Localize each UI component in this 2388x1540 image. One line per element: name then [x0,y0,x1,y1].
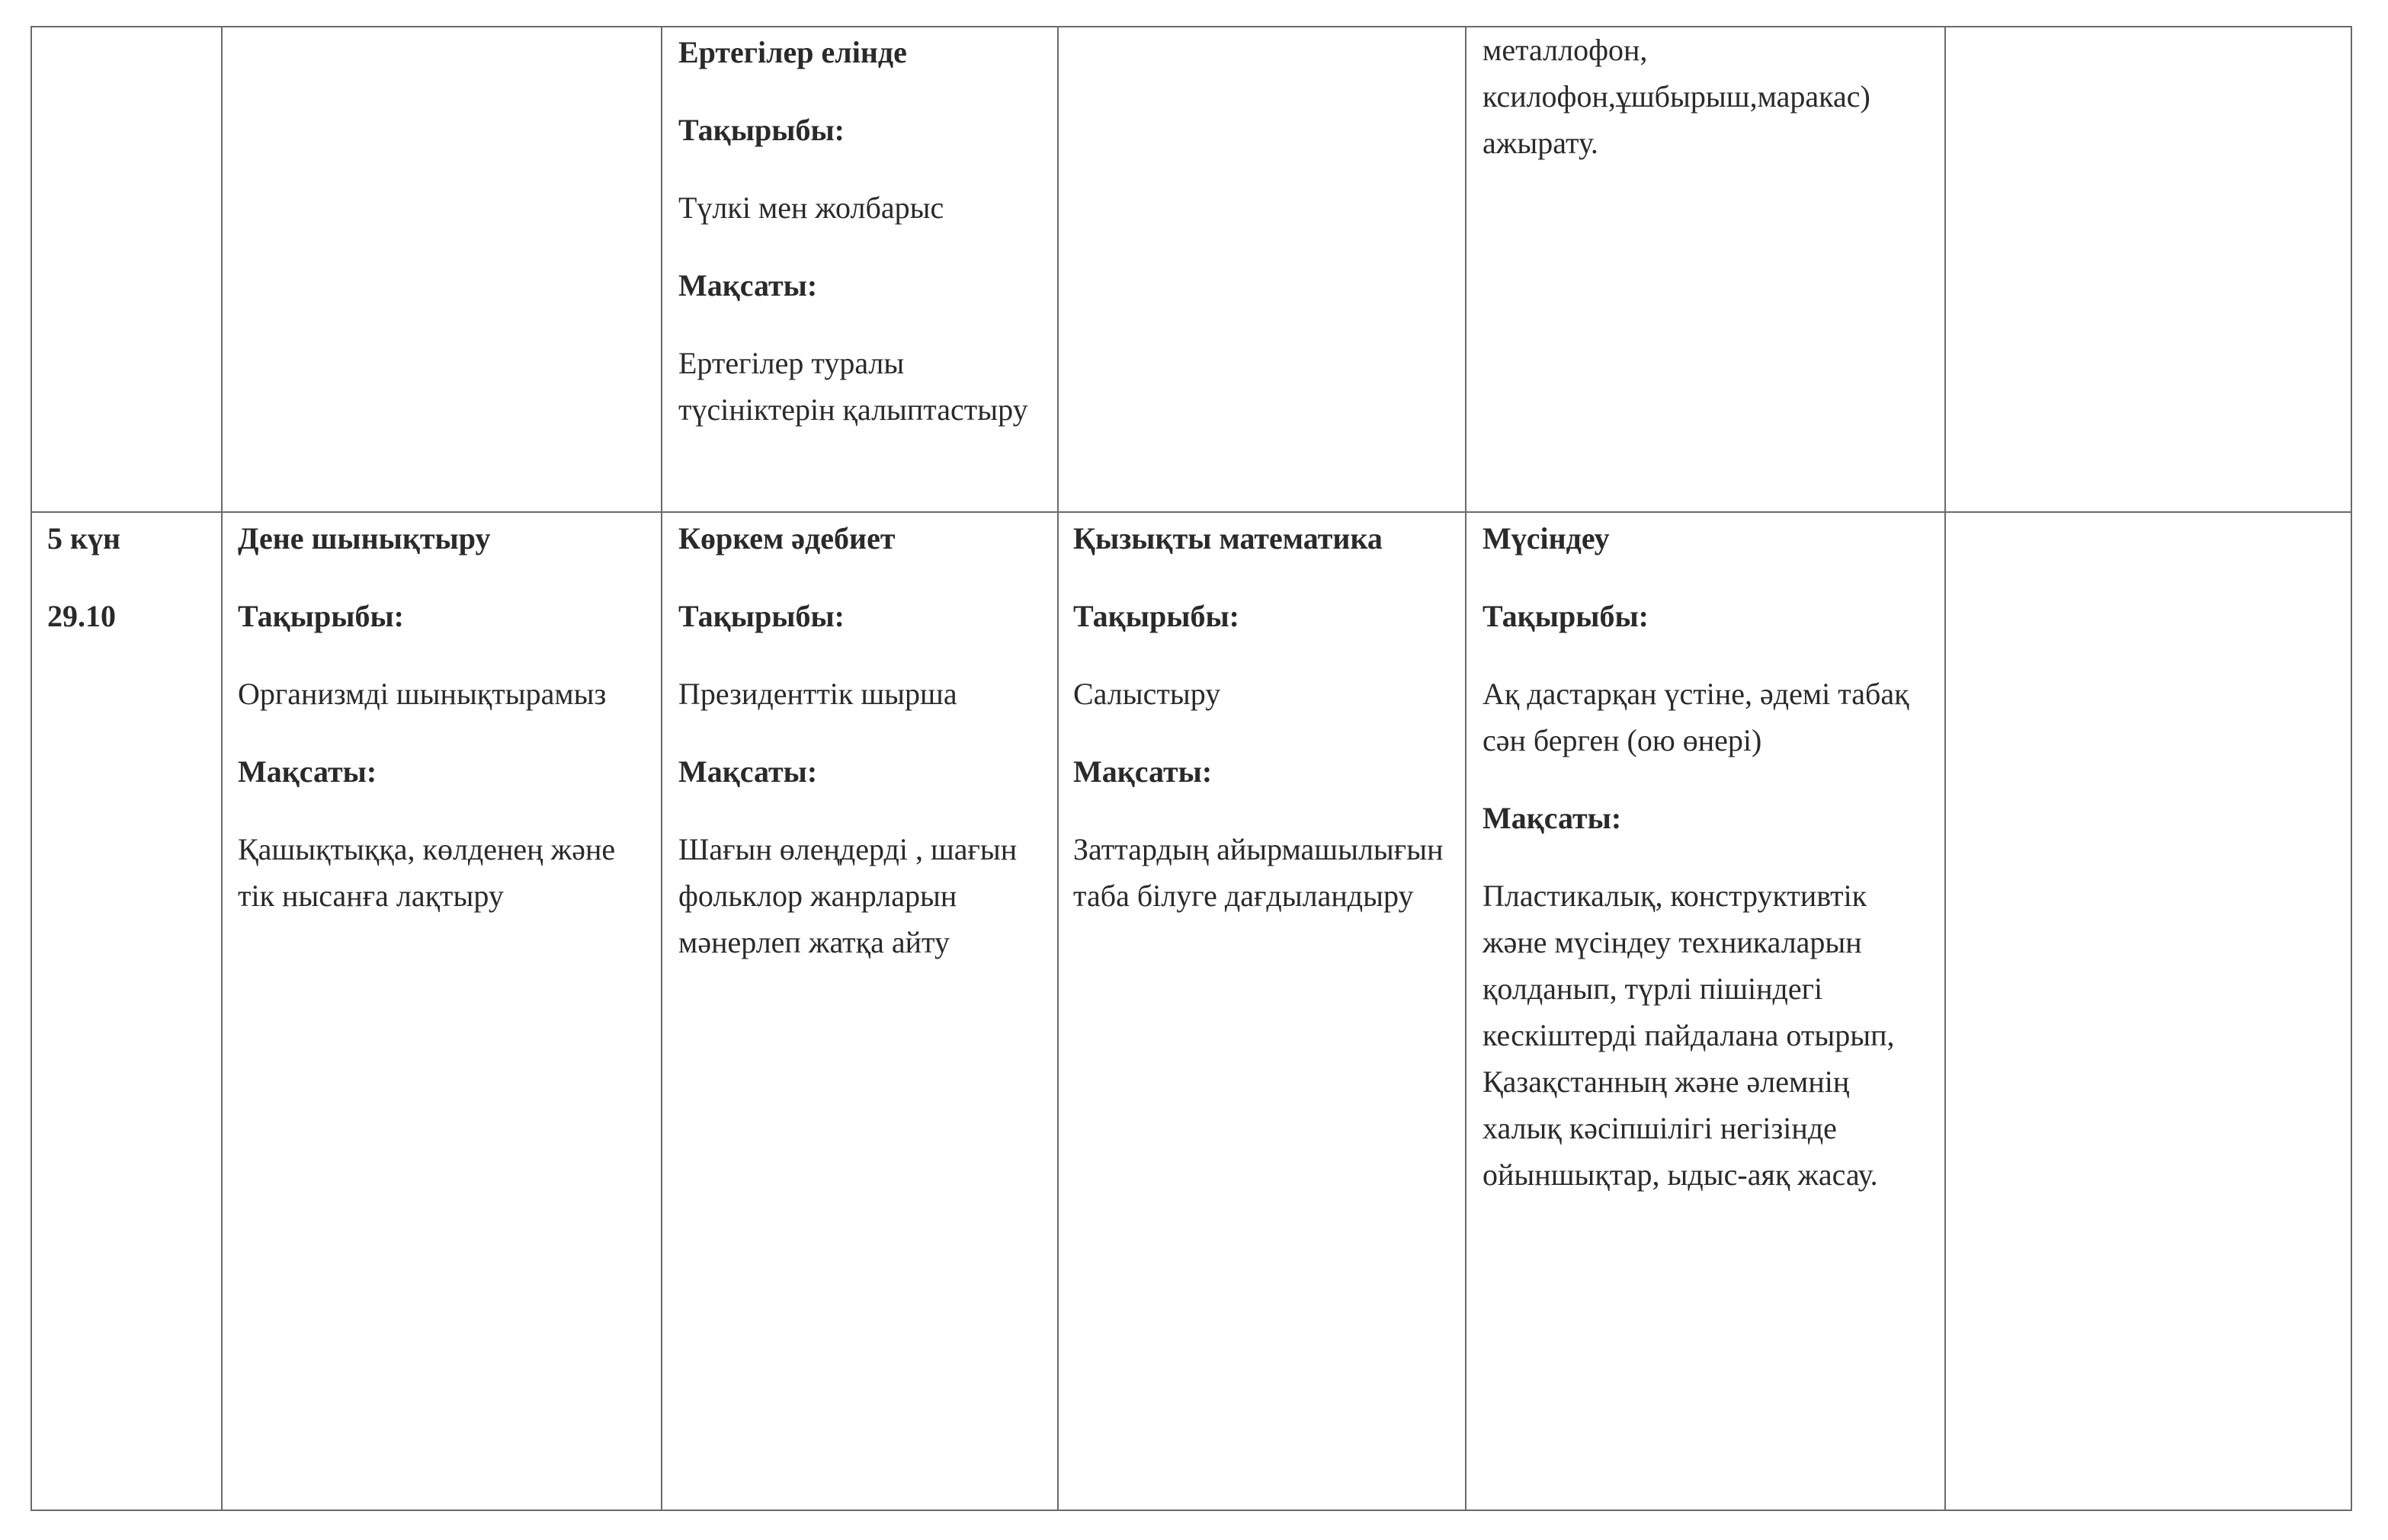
physical-education-cell [238,515,649,950]
topic-label: Тақырыбы: [1482,599,1649,633]
subject-title: Дене шынықтыру [238,521,491,555]
goal-label: Мақсаты: [1482,801,1622,835]
table-top-border [30,26,2352,27]
topic-text: Салыстыру [1073,677,1221,711]
math-cell [1073,515,1458,950]
subject-title: Мүсіндеу [1482,521,1610,555]
subject-title: Ертегілер елінде [678,35,907,69]
column-border [661,26,662,1511]
column-border [2351,26,2352,1511]
topic-text: Организмді шынықтырамыз [238,677,607,711]
row-divider [30,511,2352,513]
topic-text: Түлкі мен жолбарыс [678,190,944,225]
column-border [1057,26,1059,1511]
topic-label: Тақырыбы: [678,599,845,633]
table-bottom-border [30,1510,2352,1511]
goal-text: Пластикалық, конструктивтік және мүсіндеу техникаларын қолданып, түрлі пішіндегі кескіштерді пайдалана отырып, Қазақстанның және әлемнің халық кәсіпшілігі негізінде ойыншықтар, ыдыс-аяқ жасау. [1482,879,1895,1192]
day-label: 5 күн [47,521,121,555]
day-cell [47,515,215,671]
goal-text: Заттардың айырмашылығын таба білуге дағдыландыру [1073,832,1444,913]
goal-text: Ертегілер туралы түсініктерін қалыптастыру [678,346,1028,427]
column-border [1944,26,1946,1511]
subject-title: Көркем әдебиет [678,521,896,555]
topic-label: Тақырыбы: [1073,599,1239,633]
goal-label: Мақсаты: [678,268,818,303]
column-border [1465,26,1466,1511]
goal-text: металлофон, ксилофон,ұшбырыш,маракас) ажырату. [1482,33,1870,160]
goal-text: Шағын өлеңдерді , шағын фольклор жанрларын мәнерлеп жатқа айту [678,832,1018,959]
date-label: 29.10 [47,599,116,633]
modeling-cell [1482,515,1936,1229]
row1-literature-cell [678,29,1044,464]
topic-text: Ақ дастарқан үстіне, әдемі табақ сән берген (ою өнері) [1482,677,1909,757]
goal-label: Мақсаты: [1073,754,1213,789]
subject-title: Қызықты математика [1073,521,1383,555]
goal-label: Мақсаты: [678,754,818,789]
column-border [221,26,223,1511]
topic-label: Тақырыбы: [678,113,845,147]
literature-cell [678,515,1044,997]
column-border [30,26,32,1511]
goal-text: Қашықтыққа, көлденең және тік нысанға лақтыру [238,832,616,913]
row1-music-cell [1482,27,1936,197]
topic-text: Президенттік шырша [678,677,957,711]
topic-label: Тақырыбы: [238,599,404,633]
goal-label: Мақсаты: [238,754,377,789]
